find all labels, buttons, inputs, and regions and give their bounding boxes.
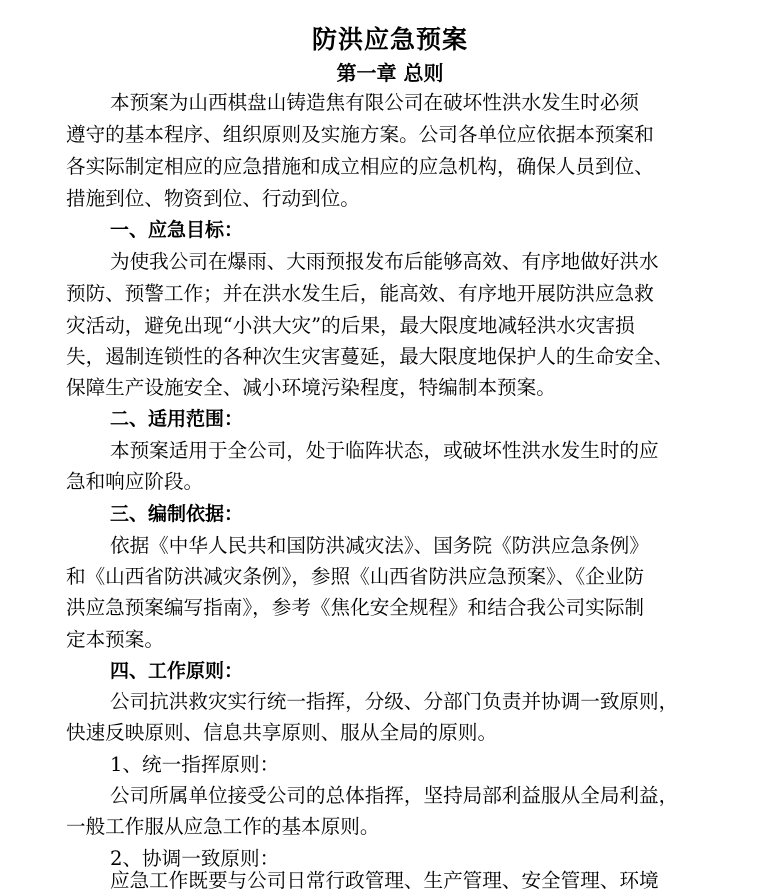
section-heading-objectives: 一、应急目标： (110, 219, 244, 241)
section-heading-principles: 四、工作原则： (110, 660, 244, 682)
subsection-heading: 2、协调一致原则： (110, 847, 280, 870)
body-paragraph-line: 公司抗洪救灾实行统一指挥，分级、分部门负责并协调一致原则， (110, 690, 679, 713)
body-paragraph-line: 快速反映原则、信息共享原则、服从全局的原则。 (66, 721, 498, 744)
body-paragraph-line: 定本预案。 (66, 628, 164, 651)
body-paragraph-line: 措施到位、物资到位、行动到位。 (66, 187, 360, 210)
body-paragraph-line: 各实际制定相应的应急措施和成立相应的应急机构，确保人员到位、 (66, 155, 654, 178)
body-paragraph-line: 本预案为山西棋盘山铸造焦有限公司在破坏性洪水发生时必须 (110, 91, 640, 114)
body-paragraph-line: 遵守的基本程序、组织原则及实施方案。公司各单位应依据本预案和 (66, 123, 654, 146)
body-paragraph-line: 急和响应阶段。 (66, 470, 204, 493)
body-paragraph-line: 本预案适用于全公司，处于临阵状态，或破坏性洪水发生时的应 (110, 439, 659, 462)
body-paragraph-line: 保障生产设施安全、减小环境污染程度，特编制本预案。 (66, 376, 556, 399)
subsection-heading: 1、统一指挥原则： (110, 753, 280, 776)
body-paragraph-line: 洪应急预案编写指南》，参考《焦化安全规程》和结合我公司实际制 (66, 596, 645, 619)
body-paragraph-line: 为使我公司在爆雨、大雨预报发布后能够高效、有序地做好洪水 (110, 250, 659, 273)
body-paragraph-line: 和《山西省防洪减灾条例》，参照《山西省防洪应急预案》、《企业防 (66, 565, 645, 588)
body-paragraph-line: 灾活动，避免出现“小洪大灾”的后果，最大限度地减轻洪水灾害损 (66, 314, 635, 337)
body-paragraph-line: 一般工作服从应急工作的基本原则。 (66, 815, 380, 838)
section-heading-scope: 二、适用范围： (110, 408, 244, 430)
body-paragraph-line: 预防、预警工作；并在洪水发生后，能高效、有序地开展防洪应急救 (66, 282, 654, 305)
section-heading-basis: 三、编制依据： (110, 503, 244, 525)
chapter-heading: 第一章 总则 (336, 61, 444, 85)
body-paragraph-line: 失，遏制连锁性的各种次生灾害蔓延，最大限度地保护人的生命安全、 (66, 345, 674, 368)
document-title: 防洪应急预案 (311, 25, 468, 54)
body-paragraph-line: 应急工作既要与公司日常行政管理、生产管理、安全管理、环境 (110, 869, 659, 892)
body-paragraph-line: 依据《中华人民共和国防洪减灾法》、国务院《防洪应急条例》 (110, 534, 649, 557)
body-paragraph-line: 公司所属单位接受公司的总体指挥，坚持局部利益服从全局利益， (110, 784, 679, 807)
